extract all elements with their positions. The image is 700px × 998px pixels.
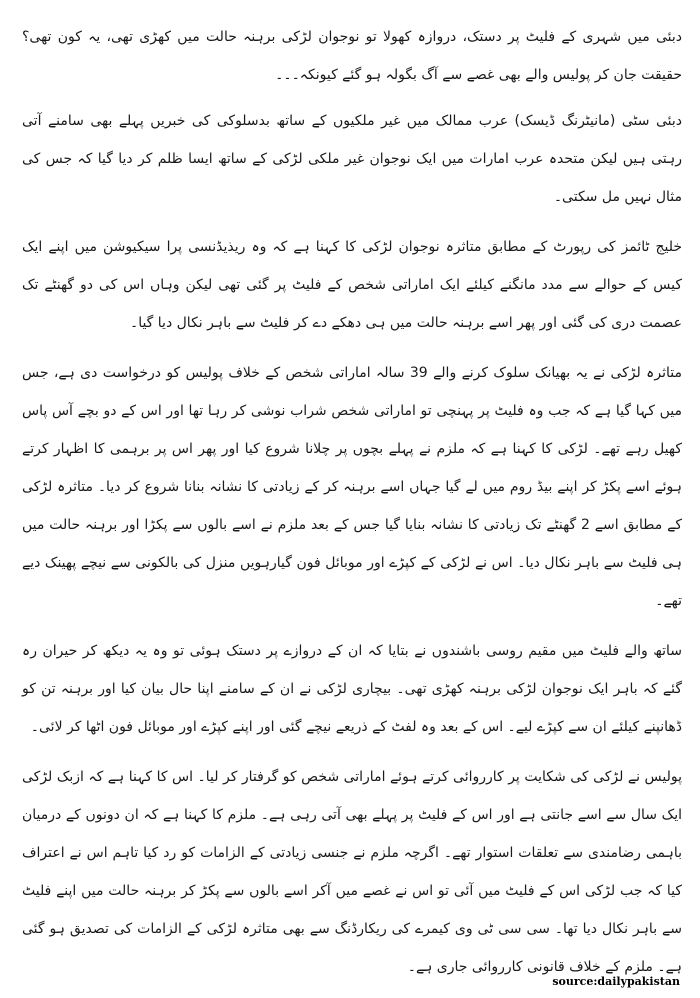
article-paragraph: خلیج ٹائمز کی رپورٹ کے مطابق متاثرہ نوجوان لڑکی کا کہنا ہے کہ وہ ریذیڈنسی پرا سیکیوشن میں اپنے ایک کیس کے حوالے سے مدد مانگنے کیلئے ایک اماراتی شخص کے فلیٹ پر گئی تھی لیکن وہاں اس کی دو گھنٹے تک عصمت دری کی گئی اور پھر اسے برہنہ حالت میں ہی دھکے دے کر فلیٹ سے باہر نکال دیا گیا۔ (22, 239, 682, 331)
article-headline: دبئی میں شہری کے فلیٹ پر دستک، دروازہ کھولا تو نوجوان لڑکی برہنہ حالت میں کھڑی تھی، یہ کون تھی؟ حقیقت جان کر پولیس والے بھی غصے سے آگ بگولہ ہو گئے کیونکہ۔۔۔ (22, 29, 682, 83)
article-paragraph: ساتھ والے فلیٹ میں مقیم روسی باشندوں نے بتایا کہ ان کے دروازے پر دستک ہوئی تو وہ یہ دیکھ کر حیران رہ گئے کہ باہر ایک نوجوان لڑکی برہنہ کھڑی تھی۔ بیچاری لڑکی نے ان کے سامنے اپنا حال بیان کیا اور برہنہ تن کو ڈھانپنے کیلئے ان سے کپڑے لیے۔ اس کے بعد وہ لفٹ کے ذریعے نیچے گئی اور اپنے کپڑے اور موبائل فون اٹھا کر لائی۔ (22, 643, 682, 735)
article-paragraph: متاثرہ لڑکی نے یہ بھیانک سلوک کرنے والے 39 سالہ اماراتی شخص کے خلاف پولیس کو درخواست دی ہے، جس میں کہا گیا ہے کہ جب وہ فلیٹ پر پہنچی تو اماراتی شخص شراب نوشی کر رہا تھا اور اس کے دو بچے آس پاس کھیل رہے تھے۔ لڑکی کا کہنا ہے کہ ملزم نے پہلے بچوں پر چلانا شروع کیا اور پھر اس پر برہمی کا اظہار کرتے ہوئے اسے پکڑ کر اپنے بیڈ روم میں لے گیا جہاں اسے برہنہ کر کے زیادتی کا نشانہ بنانا شروع کر دیا۔ متاثرہ لڑکی کے مطابق اسے 2 گھنٹے تک زیادتی کا نشانہ بنایا گیا جس کے بعد ملزم نے اسے بالوں سے پکڑا اور برہنہ حالت میں ہی فلیٹ سے باہر نکال دیا۔ اس نے لڑکی کے کپڑے اور موبائل فون گیارہویں منزل کی بالکونی سے نیچے پھینک دیے تھے۔ (22, 365, 682, 609)
source-credit: source:dailypakistan (552, 975, 680, 988)
article-body (22, 18, 682, 998)
article-paragraph: دبئی سٹی (مانیٹرنگ ڈیسک) عرب ممالک میں غیر ملکیوں کے ساتھ بدسلوکی کی خبریں پہلے بھی سامنے آتی رہتی ہیں لیکن متحدہ عرب امارات میں ایک نوجوان غیر ملکی لڑکی کے ساتھ ایسا ظلم کر دیا گیا کہ جس کی مثال نہیں مل سکتی۔ (22, 113, 682, 205)
article-paragraph: پولیس نے لڑکی کی شکایت پر کارروائی کرتے ہوئے اماراتی شخص کو گرفتار کر لیا۔ اس کا کہنا ہے کہ ازبک لڑکی ایک سال سے اسے جانتی ہے اور اس کے فلیٹ پر پہلے بھی آتی رہی ہے۔ ملزم کا کہنا ہے کہ ان دونوں کے درمیان باہمی رضامندی سے تعلقات استوار تھے۔ اگرچہ ملزم نے جنسی زیادتی کے الزامات کو رد کیا تاہم اس نے اعتراف کیا کہ جب لڑکی اس کے فلیٹ میں آئی تو اس نے غصے میں آکر اسے بالوں سے پکڑ کر برہنہ حالت میں اپنے فلیٹ سے باہر نکال دیا تھا۔ سی سی ٹی وی کیمرے کی ریکارڈنگ سے بھی متاثرہ لڑکی کے الزامات کی تصدیق ہو گئی ہے۔ ملزم کے خلاف قانونی کارروائی جاری ہے۔ (22, 769, 682, 975)
